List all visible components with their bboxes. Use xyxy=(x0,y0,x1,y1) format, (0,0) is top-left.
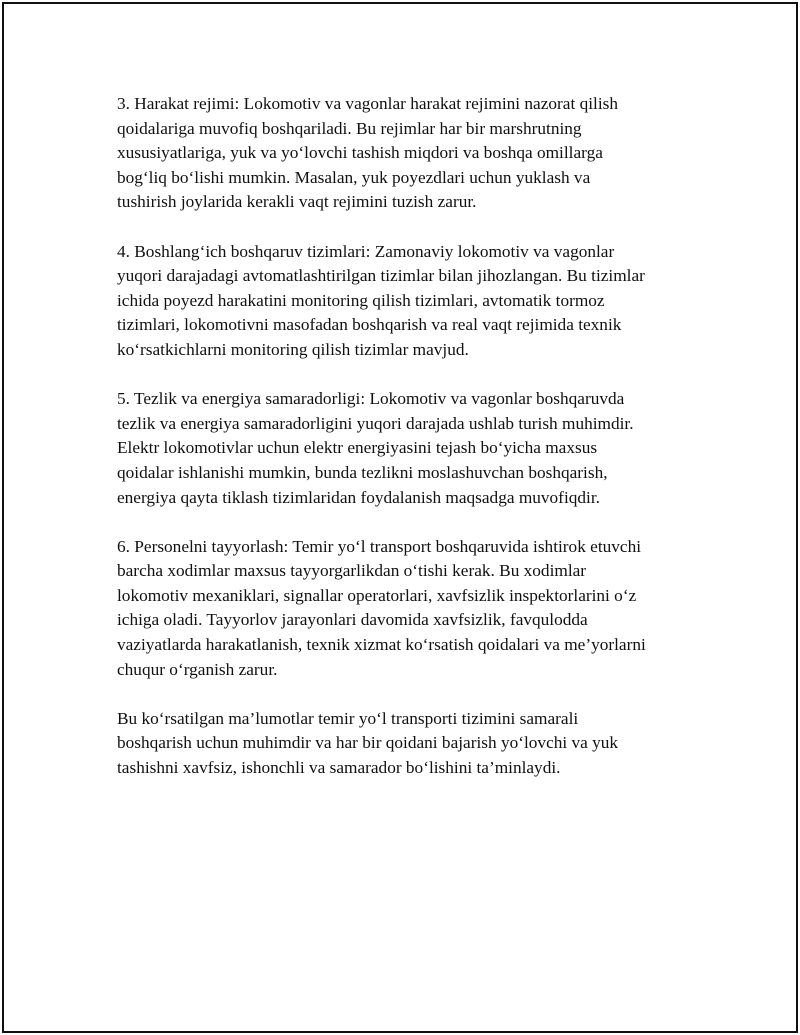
paragraph-boshqaruv-tizimlari: 4. Boshlang‘ich boshqaruv tizimlari: Zamonaviy lokomotiv va vagonlar yuqori darajadagi avtomatlashtirilgan tizimlar bilan jihozlangan. Bu tizimlar ichida poyezd harakatini monitoring qilish tizimlari, avtomatik tormoz tizimlari, lokomotivni masofadan boshqarish va real vaqt rejimida texnik ko‘rsatkichlarni monitoring qilish tizimlar mavjud. xyxy=(117,241,645,359)
paragraph-tezlik-energiya: 5. Tezlik va energiya samaradorligi: Lokomotiv va vagonlar boshqaruvda tezlik va energiya samaradorligini yuqori darajada ushlab turish muhimdir. Elektr lokomotivlar uchun elektr energiyasini tejash bo‘yicha maxsus qoidalar ishlanishi mumkin, bunda tezlikni moslashuvchan boshqarish, energiya qayta tiklash tizimlaridan foydalanish maqsadga muvofiqdir. xyxy=(117,389,634,507)
document-body xyxy=(117,92,697,805)
paragraph-harakat-rejimi: 3. Harakat rejimi: Lokomotiv va vagonlar harakat rejimini nazorat qilish qoidalariga muvofiq boshqariladi. Bu rejimlar har bir marshrutning xususiyatlariga, yuk va yo‘lovchi tashish miqdori va boshqa omillarga bog‘liq bo‘lishi mumkin. Masalan, yuk poyezdlari uchun yuklash va tushirish joylarida kerakli vaqt rejimini tuzish zarur. xyxy=(117,94,618,212)
paragraph-personel: 6. Personelni tayyorlash: Temir yo‘l transport boshqaruvida ishtirok etuvchi barcha xodimlar maxsus tayyorgarlikdan o‘tishi kerak. Bu xodimlar lokomotiv mexaniklari, signallar operatorlari, xavfsizlik inspektorlarini o‘z ichiga oladi. Tayyorlov jarayonlari davomida xavfsizlik, favqulodda vaziyatlarda harakatlanish, texnik xizmat ko‘rsatish qoidalari va me’yorlarni chuqur o‘rganish zarur. xyxy=(117,536,646,679)
paragraph-conclusion: Bu ko‘rsatilgan ma’lumotlar temir yo‘l transporti tizimini samarali boshqarish uchun muhimdir va har bir qoidani bajarish yo‘lovchi va yuk tashishni xavfsiz, ishonchli va samarador bo‘lishini ta’minlaydi. xyxy=(117,708,619,778)
